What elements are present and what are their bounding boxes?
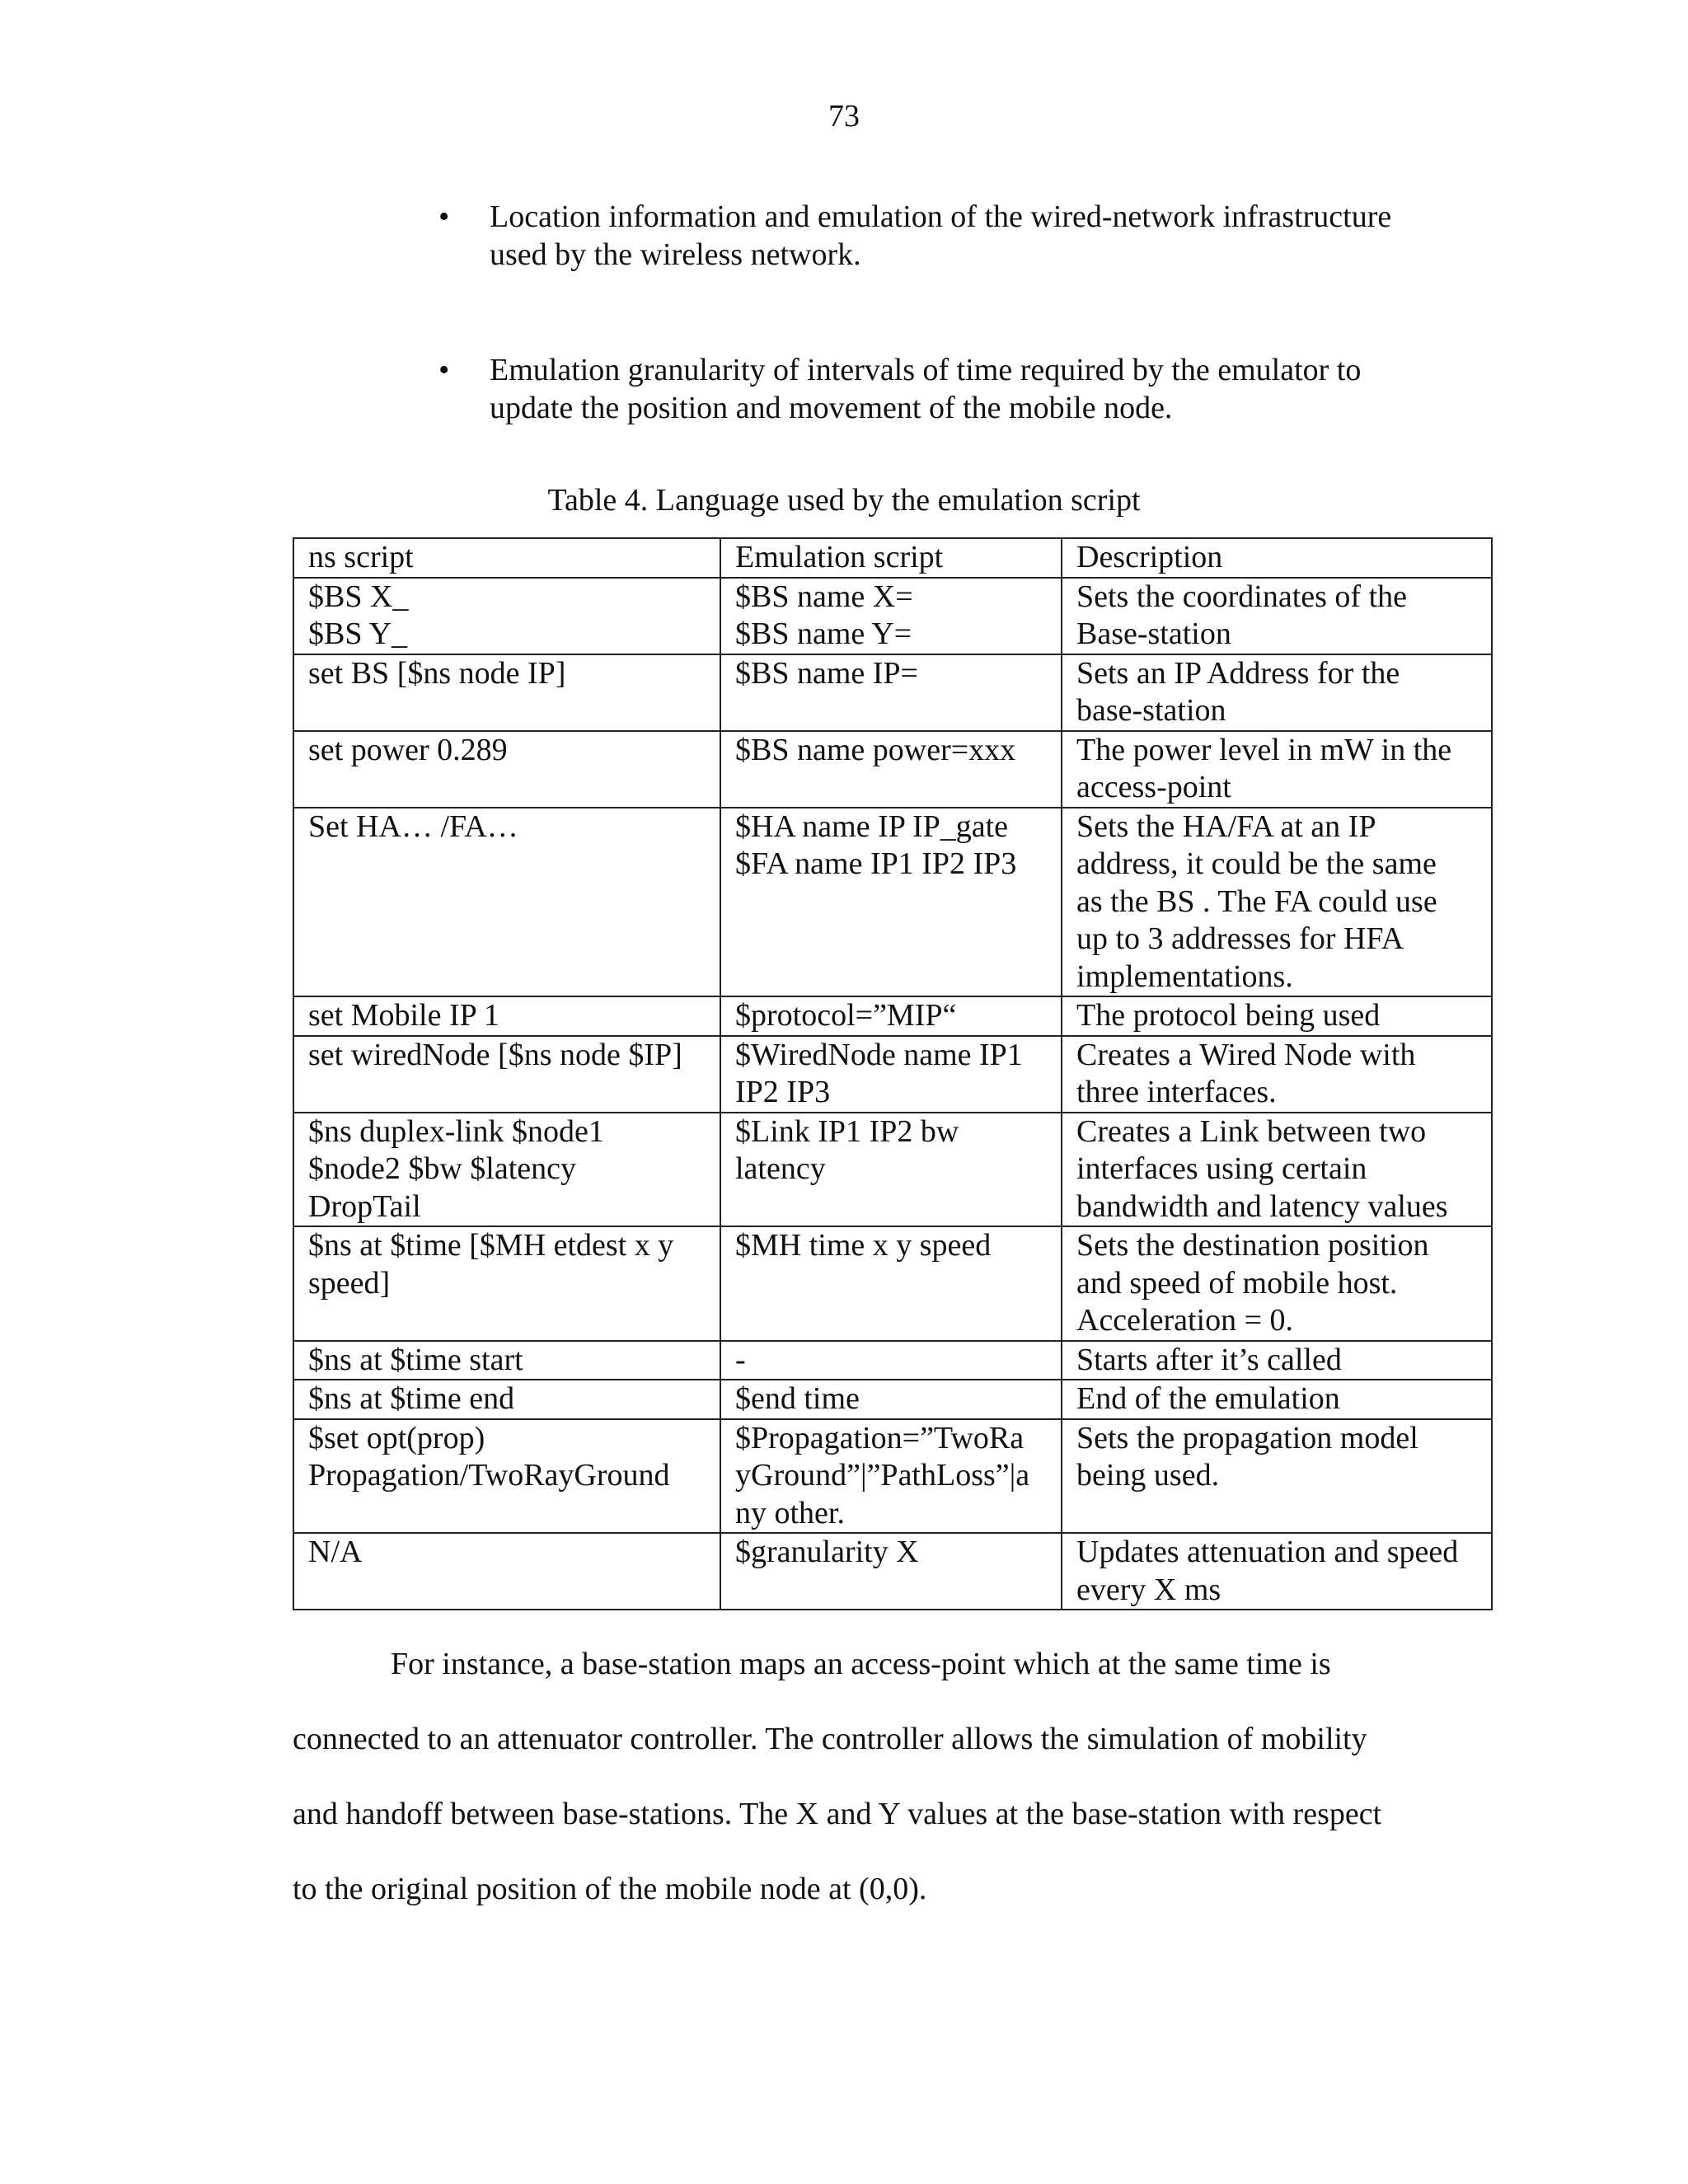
table-caption: Table 4. Language used by the emulation script bbox=[547, 483, 1141, 518]
table-row bbox=[293, 1226, 1492, 1341]
table-cell: The protocol being used bbox=[1062, 996, 1492, 1036]
table-cell: $Propagation=”TwoRa yGround”|”PathLoss”|a ny other. bbox=[720, 1419, 1062, 1534]
table-cell: $Link IP1 IP2 bw latency bbox=[720, 1113, 1062, 1227]
table-cell: Creates a Link between two interfaces using certain bandwidth and latency values bbox=[1062, 1113, 1492, 1227]
language-table bbox=[293, 537, 1493, 1610]
table-cell: Set HA… /FA… bbox=[293, 808, 720, 997]
table-row bbox=[293, 1113, 1492, 1227]
table-cell: N/A bbox=[293, 1533, 720, 1610]
table-cell: The power level in mW in the access-point bbox=[1062, 731, 1492, 808]
table-row bbox=[293, 654, 1492, 731]
table-cell: $BS name IP= bbox=[720, 654, 1062, 731]
bullet-line: Emulation granularity of intervals of time required by the emulator to bbox=[490, 353, 1362, 387]
header-cell-emulation-script: Emulation script bbox=[720, 538, 1062, 578]
table-cell: $end time bbox=[720, 1380, 1062, 1419]
paragraph-line: For instance, a base-station maps an access-point which at the same time is bbox=[391, 1647, 1331, 1681]
table-cell: set BS [$ns node IP] bbox=[293, 654, 720, 731]
table-cell: - bbox=[720, 1341, 1062, 1380]
table-cell: $HA name IP IP_gate $FA name IP1 IP2 IP3 bbox=[720, 808, 1062, 997]
table-cell: End of the emulation bbox=[1062, 1380, 1492, 1419]
paragraph-line: and handoff between base-stations. The X and Y values at the base-station with respect bbox=[293, 1797, 1382, 1831]
table-row bbox=[293, 1341, 1492, 1380]
page-number: 73 bbox=[828, 99, 860, 134]
table-cell: $ns at $time start bbox=[293, 1341, 720, 1380]
table-row bbox=[293, 578, 1492, 654]
table-cell: set power 0.289 bbox=[293, 731, 720, 808]
table-cell: $BS X_ $BS Y_ bbox=[293, 578, 720, 654]
table-cell: Sets the destination position and speed of mobile host. Acceleration = 0. bbox=[1062, 1226, 1492, 1341]
paragraph-line: to the original position of the mobile node at (0,0). bbox=[293, 1872, 927, 1906]
table-cell: Sets the coordinates of the Base-station bbox=[1062, 578, 1492, 654]
table-row bbox=[293, 996, 1492, 1036]
table-cell: $protocol=”MIP“ bbox=[720, 996, 1062, 1036]
table-cell: $ns at $time end bbox=[293, 1380, 720, 1419]
table-row bbox=[293, 1419, 1492, 1534]
table-cell: Sets the HA/FA at an IP address, it could be the same as the BS . The FA could use up to 3 addresses for HFA implementations. bbox=[1062, 808, 1492, 997]
table-row bbox=[293, 1036, 1492, 1113]
bullet-text bbox=[490, 351, 1479, 427]
table-cell: Sets an IP Address for the base-station bbox=[1062, 654, 1492, 731]
bullet-icon: • bbox=[438, 353, 450, 387]
bullet-text bbox=[490, 198, 1479, 274]
table-header-row bbox=[293, 538, 1492, 578]
bullet-line: used by the wireless network. bbox=[490, 237, 861, 272]
table-row bbox=[293, 731, 1492, 808]
table-cell: Updates attenuation and speed every X ms bbox=[1062, 1533, 1492, 1610]
table-cell: $MH time x y speed bbox=[720, 1226, 1062, 1341]
table-cell: $granularity X bbox=[720, 1533, 1062, 1610]
table-cell: $set opt(prop) Propagation/TwoRayGround bbox=[293, 1419, 720, 1534]
table-cell: Starts after it’s called bbox=[1062, 1341, 1492, 1380]
table-cell: set Mobile IP 1 bbox=[293, 996, 720, 1036]
table-cell: Sets the propagation model being used. bbox=[1062, 1419, 1492, 1534]
bullet-line: update the position and movement of the mobile node. bbox=[490, 391, 1173, 425]
table-cell: $BS name power=xxx bbox=[720, 731, 1062, 808]
table-cell: Creates a Wired Node with three interfaces. bbox=[1062, 1036, 1492, 1113]
table-cell: $ns at $time [$MH etdest x y speed] bbox=[293, 1226, 720, 1341]
header-cell-ns-script: ns script bbox=[293, 538, 720, 578]
bullet-line: Location information and emulation of the wired-network infrastructure bbox=[490, 199, 1392, 234]
table-row bbox=[293, 1533, 1492, 1610]
header-cell-description: Description bbox=[1062, 538, 1492, 578]
table-cell: set wiredNode [$ns node $IP] bbox=[293, 1036, 720, 1113]
table-cell: $BS name X= $BS name Y= bbox=[720, 578, 1062, 654]
table-row bbox=[293, 1380, 1492, 1419]
bullet-icon: • bbox=[438, 199, 450, 234]
paragraph-line: connected to an attenuator controller. The controller allows the simulation of mobility bbox=[293, 1722, 1367, 1756]
table-cell: $WiredNode name IP1 IP2 IP3 bbox=[720, 1036, 1062, 1113]
table-row bbox=[293, 808, 1492, 997]
table-cell: $ns duplex-link $node1 $node2 $bw $latency DropTail bbox=[293, 1113, 720, 1227]
